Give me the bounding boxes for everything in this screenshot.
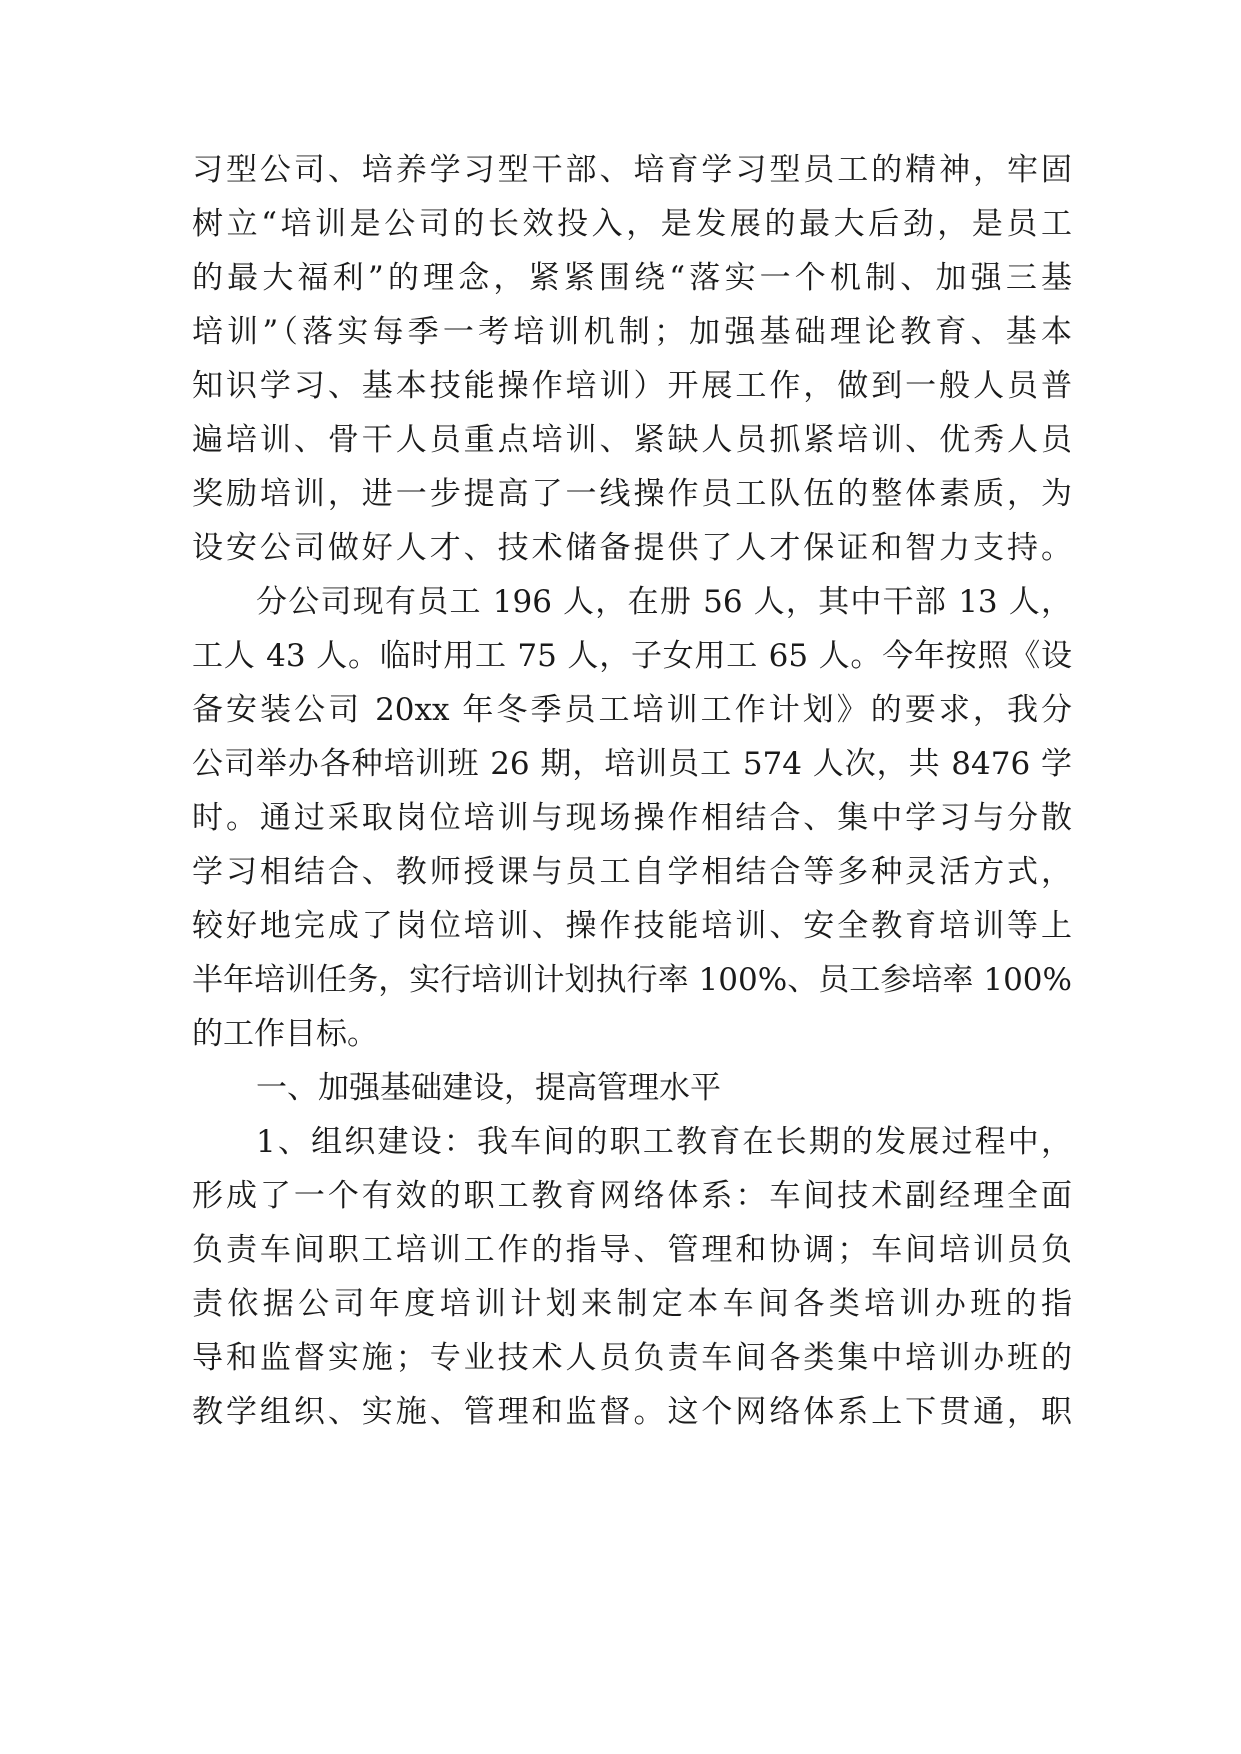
- paragraph-1-line-1: 习型公司、培养学习型干部、培育学习型员工的精神，牢固: [192, 152, 1072, 188]
- paragraph-4-line-2: 形成了一个有效的职工教育网络体系：车间技术副经理全面: [192, 1178, 1072, 1214]
- paragraph-1-line-5: 知识学习、基本技能操作培训）开展工作，做到一般人员普: [192, 368, 1072, 404]
- paragraph-2-line-2: 工人 43 人。临时用工 75 人，子女用工 65 人。今年按照《设: [192, 638, 1072, 674]
- paragraph-4-line-4: 责依据公司年度培训计划来制定本车间各类培训办班的指: [192, 1286, 1072, 1322]
- paragraph-2-line-8: 半年培训任务，实行培训计划执行率 100%、员工参培率 100%: [192, 962, 1072, 998]
- paragraph-1-line-6: 遍培训、骨干人员重点培训、紧缺人员抓紧培训、优秀人员: [192, 422, 1072, 458]
- paragraph-2-line-7: 较好地完成了岗位培训、操作技能培训、安全教育培训等上: [192, 908, 1072, 944]
- paragraph-2-line-1: 分公司现有员工 196 人，在册 56 人，其中干部 13 人，: [256, 584, 1072, 620]
- paragraph-4-line-5: 导和监督实施；专业技术人员负责车间各类集中培训办班的: [192, 1340, 1072, 1376]
- section-heading: 一、加强基础建设，提高管理水平: [256, 1070, 721, 1106]
- paragraph-1-line-2: 树立“培训是公司的长效投入，是发展的最大后劲，是员工: [192, 206, 1072, 242]
- paragraph-4-line-3: 负责车间职工培训工作的指导、管理和协调；车间培训员负: [192, 1232, 1072, 1268]
- paragraph-1-line-7: 奖励培训，进一步提高了一线操作员工队伍的整体素质，为: [192, 476, 1072, 512]
- paragraph-1-line-4: 培训”（落实每季一考培训机制；加强基础理论教育、基本: [192, 314, 1072, 350]
- paragraph-2-line-4: 公司举办各种培训班 26 期，培训员工 574 人次，共 8476 学: [192, 746, 1072, 782]
- paragraph-2-line-6: 学习相结合、教师授课与员工自学相结合等多种灵活方式，: [192, 854, 1072, 890]
- paragraph-4-line-6: 教学组织、实施、管理和监督。这个网络体系上下贯通，职: [192, 1394, 1072, 1430]
- paragraph-1-line-3: 的最大福利”的理念，紧紧围绕“落实一个机制、加强三基: [192, 260, 1072, 296]
- paragraph-2-line-5: 时。通过采取岗位培训与现场操作相结合、集中学习与分散: [192, 800, 1072, 836]
- paragraph-1-line-8: 设安公司做好人才、技术储备提供了人才保证和智力支持。: [192, 530, 1072, 566]
- paragraph-4-line-1: 1、组织建设：我车间的职工教育在长期的发展过程中，: [256, 1124, 1072, 1160]
- paragraph-2-line-3: 备安装公司 20xx 年冬季员工培训工作计划》的要求，我分: [192, 692, 1072, 728]
- paragraph-2-line-9: 的工作目标。: [192, 1016, 378, 1052]
